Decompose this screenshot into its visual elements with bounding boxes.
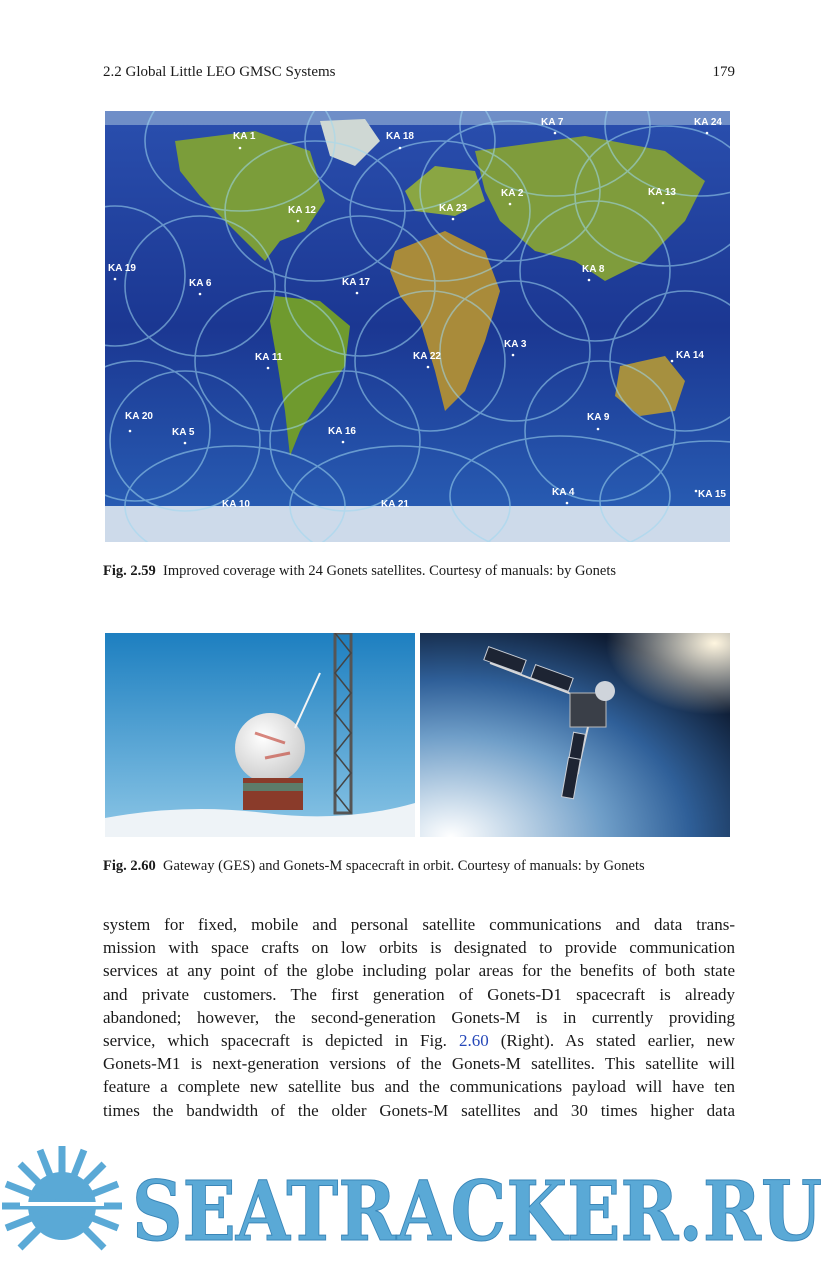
body-line: and private customers. The first generation of Gonets-D1 spacecraft is already: [103, 984, 735, 1004]
label-ka22: KA 22: [413, 351, 441, 362]
body-line-tail: (Right). As stated earlier, new: [488, 1030, 735, 1050]
label-ka1: KA 1: [233, 131, 256, 142]
body-line: services at any point of the globe including polar areas for the benefits of both state: [103, 961, 735, 981]
coverage-map-svg: [105, 111, 730, 542]
label-ka21: KA 21: [381, 499, 409, 510]
label-ka16: KA 16: [328, 426, 356, 437]
label-ka15: KA 15: [698, 489, 726, 500]
body-line: system for fixed, mobile and personal satellite communications and data trans-: [103, 915, 735, 934]
body-line-head: service, which spacecraft is depicted in Fig.: [103, 1030, 459, 1050]
label-ka12: KA 12: [288, 205, 316, 216]
figure-2-59-caption: [103, 563, 616, 580]
body-paragraph: [103, 913, 735, 1122]
label-ka17: KA 17: [342, 277, 370, 288]
body-line-with-ref: [103, 1029, 735, 1052]
label-ka10: KA 10: [222, 499, 250, 510]
label-ka18: KA 18: [386, 131, 414, 142]
caption-label: Fig. 2.60: [103, 858, 156, 874]
body-line: mission with space crafts on low orbits is designated to provide communication: [103, 938, 735, 958]
watermark-text: SEATRACKER.RU: [132, 1164, 822, 1260]
label-ka23: KA 23: [439, 203, 467, 214]
page-number: 179: [712, 64, 735, 80]
label-ka11: KA 11: [255, 352, 283, 363]
label-ka2: KA 2: [501, 188, 524, 199]
label-ka3: KA 3: [504, 339, 527, 350]
gateway-photo: [105, 633, 415, 837]
label-ka8: KA 8: [582, 264, 605, 275]
label-ka24: KA 24: [694, 117, 722, 128]
caption-text: Improved coverage with 24 Gonets satellites. Courtesy of manuals: by Gonets: [163, 563, 617, 579]
watermark: [0, 1140, 838, 1267]
label-ka6: KA 6: [189, 278, 212, 289]
label-ka20: KA 20: [125, 411, 153, 422]
body-line: abandoned; however, the second-generation Gonets-M is in currently providing: [103, 1007, 735, 1027]
sun-logo-icon: [2, 1146, 122, 1248]
label-ka13: KA 13: [648, 187, 676, 198]
section-title: 2.2 Global Little LEO GMSC Systems: [103, 64, 336, 80]
coverage-map: [105, 111, 730, 542]
caption-label: Fig. 2.59: [103, 563, 156, 579]
label-ka19: KA 19: [108, 263, 136, 274]
body-line: Gonets-M1 is next-generation versions of the Gonets-M satellites. This satellite will: [103, 1054, 735, 1074]
caption-text: Gateway (GES) and Gonets-M spacecraft in orbit. Courtesy of manuals: by Gonets: [163, 858, 645, 874]
figure-2-60-link[interactable]: 2.60: [458, 1030, 489, 1050]
figure-2-60-caption: [103, 858, 645, 875]
label-ka7: KA 7: [541, 117, 564, 128]
label-ka9: KA 9: [587, 412, 610, 423]
body-line: feature a complete new satellite bus and the communications payload will have ten: [103, 1077, 735, 1097]
running-header: [103, 64, 735, 86]
body-line: times the bandwidth of the older Gonets-M satellites and 30 times higher data: [103, 1100, 735, 1120]
label-ka5: KA 5: [172, 427, 195, 438]
spacecraft-photo: [420, 633, 730, 837]
label-ka4: KA 4: [552, 487, 575, 498]
label-ka14: KA 14: [676, 350, 704, 361]
